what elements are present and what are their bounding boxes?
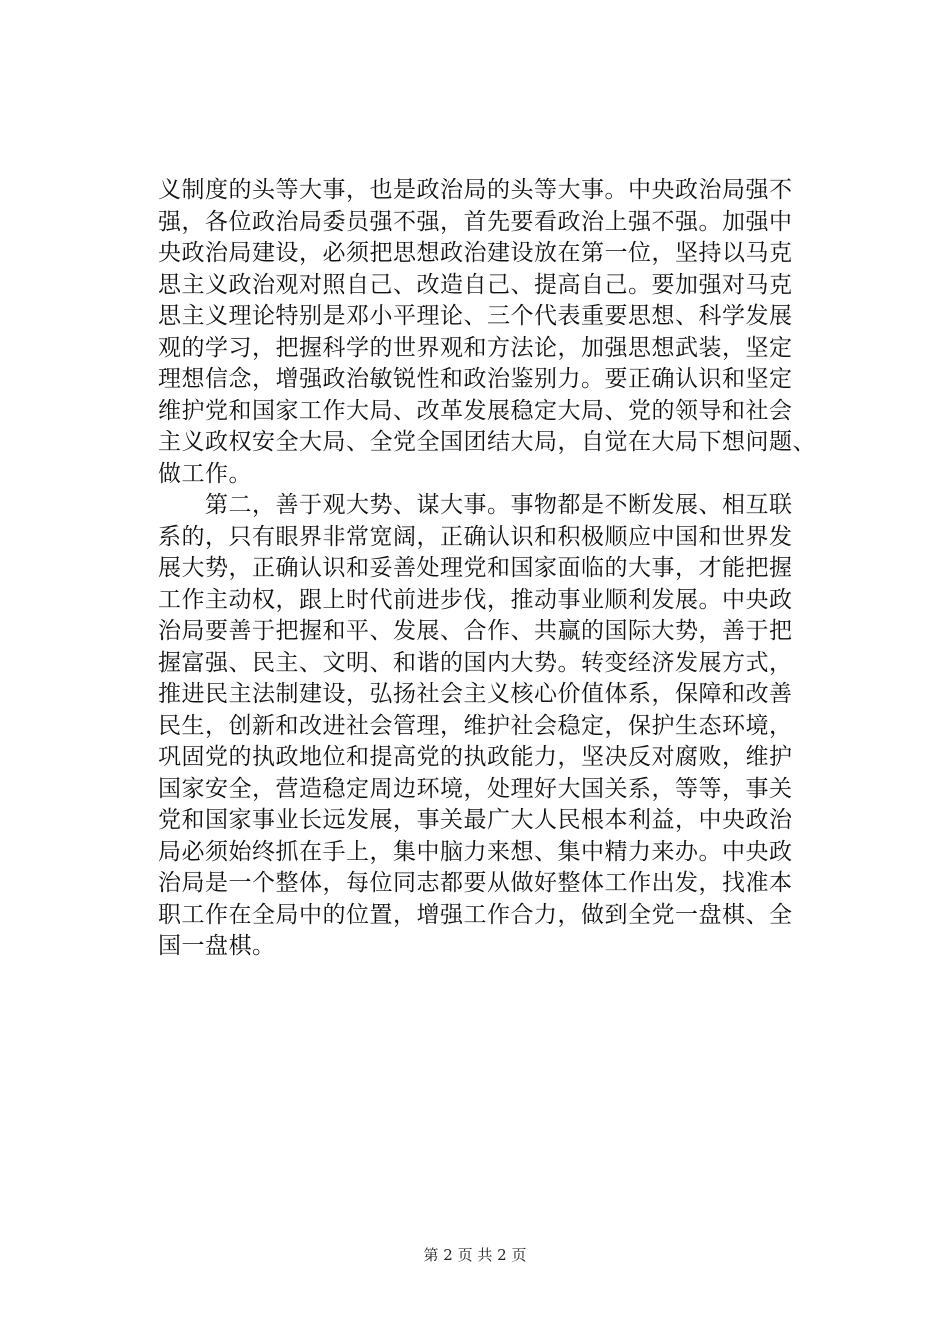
text-line: 握富强、民主、文明、和谐的国内大势。转变经济发展方式， [158,649,793,676]
text-line: 维护党和国家工作大局、改革发展稳定大局、党的领导和社会 [158,397,793,424]
text-line: 主义政权安全大局、全党全国团结大局，自觉在大局下想问题、 [158,429,816,455]
text-line: 展大势，正确认识和妥善处理党和国家面临的大事，才能把握 [158,555,793,581]
body-text [158,175,858,963]
text-line: 职工作在全局中的位置，增强工作合力，做到全党一盘棋、全 [158,901,793,928]
page-number-footer: 第 2 页 共 2 页 [423,1246,527,1264]
text-line: 第二，善于观大势、谋大事。事物都是不断发展、相互联 [158,492,793,518]
text-line: 巩固党的执政地位和提高党的执政能力，坚决反对腐败，维护 [158,744,793,770]
text-line: 治局要善于把握和平、发展、合作、共赢的国际大势，善于把 [158,618,793,644]
text-line: 做工作。 [158,460,252,487]
text-line: 局必须始终抓在手上，集中脑力来想、集中精力来办。中央政 [158,838,793,865]
text-line: 思主义理论特别是邓小平理论、三个代表重要思想、科学发展 [158,303,793,329]
text-line: 思主义政治观对照自己、改造自己、提高自己。要加强对马克 [158,271,793,298]
text-line: 党和国家事业长远发展，事关最广大人民根本利益，中央政治 [158,807,793,833]
text-line: 国一盘棋。 [158,933,276,959]
text-line: 观的学习，把握科学的世界观和方法论，加强思想武装，坚定 [158,334,793,361]
text-line: 系的，只有眼界非常宽阔，正确认识和积极顺应中国和世界发 [158,523,793,550]
text-line: 国家安全，营造稳定周边环境，处理好大国关系，等等，事关 [158,775,793,802]
text-line: 推进民主法制建设，弘扬社会主义核心价值体系，保障和改善 [158,681,793,707]
text-line: 民生，创新和改进社会管理，维护社会稳定，保护生态环境， [158,712,793,739]
text-line: 央政治局建设，必须把思想政治建设放在第一位，坚持以马克 [158,240,793,266]
text-line: 义制度的头等大事，也是政治局的头等大事。中央政治局强不 [158,177,793,203]
text-line: 理想信念，增强政治敏锐性和政治鉴别力。要正确认识和坚定 [158,366,793,392]
text-line: 强，各位政治局委员强不强，首先要看政治上强不强。加强中 [158,208,793,235]
text-line: 工作主动权，跟上时代前进步伐，推动事业顺利发展。中央政 [158,586,793,613]
text-line: 治局是一个整体，每位同志都要从做好整体工作出发，找准本 [158,870,793,896]
